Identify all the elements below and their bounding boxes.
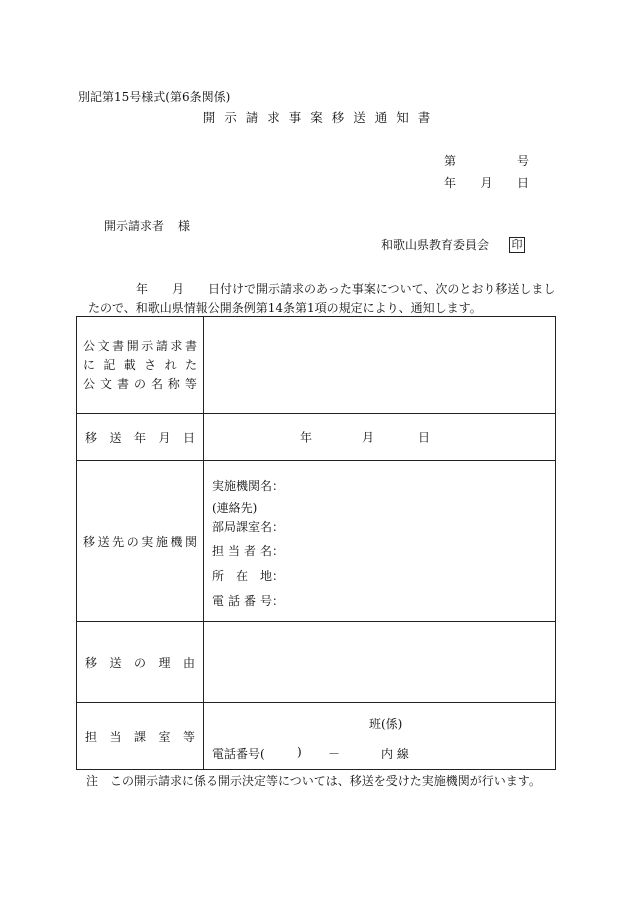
value-transfer-reason[interactable]	[204, 622, 556, 703]
body-text-line1: 日付けで開示請求のあった事案について、次のとおり移送しまし	[208, 282, 556, 296]
table-row-document-name	[77, 317, 556, 414]
label-line: に 記 載 さ れ た	[83, 357, 197, 372]
body-paragraph-line2: たので、和歌山県情報公開条例第14条第1項の規定により、通知します。	[88, 301, 482, 315]
document-title: 開示請求事案移送通知書	[202, 110, 440, 125]
body-year: 年	[136, 282, 149, 296]
addressee-honorific: 様	[178, 219, 191, 233]
transfer-date-day: 日	[418, 430, 431, 445]
contact-heading: (連絡先)	[212, 501, 258, 515]
table-row-destination-agency	[77, 461, 556, 622]
label-line: 公 文 書 の 名 称 等	[83, 376, 197, 391]
number-suffix: 号	[516, 154, 529, 168]
value-document-name[interactable]	[204, 317, 556, 414]
label-destination-agency: 移 送 先 の 実 施 機 関	[77, 461, 204, 622]
transfer-details-table	[76, 316, 556, 770]
table-row-responsible-section	[77, 703, 556, 770]
label-document-name	[77, 317, 204, 414]
seal-stamp: 印	[509, 237, 525, 253]
issue-date-day: 日	[516, 176, 529, 190]
value-responsible-section[interactable]	[204, 703, 556, 770]
form-number-label: 別記第15号様式(第6条関係)	[78, 90, 231, 104]
section-phone-paren: )	[297, 745, 302, 759]
label-transfer-date: 移 送 年 月 日	[77, 414, 204, 461]
issuer	[381, 236, 525, 253]
section-label: 班(係)	[369, 717, 403, 731]
transfer-date-month: 月	[362, 430, 375, 445]
address-field: 所 在 地 ：	[212, 569, 285, 583]
footnote-text: この開示請求に係る開示決定等については、移送を受けた実施機関が行います。	[110, 774, 541, 788]
value-transfer-date[interactable]	[204, 414, 556, 461]
document-number	[444, 152, 529, 169]
person-in-charge-field: 担 当 者 名 ：	[212, 544, 285, 558]
department-field: 部局課室名：	[212, 520, 285, 534]
issuer-name: 和歌山県教育委員会	[381, 238, 490, 252]
section-phone-label: 電話番号(	[212, 747, 265, 761]
label-line: 公 文 書 開 示 請 求 書	[83, 338, 197, 353]
table-row-transfer-reason	[77, 622, 556, 703]
issue-date	[444, 174, 529, 191]
section-extension-label: 内 線	[381, 747, 409, 761]
value-destination-agency[interactable]	[204, 461, 556, 622]
footnote-mark: 注	[86, 774, 99, 788]
issue-date-month: 月	[480, 176, 493, 190]
footnote	[86, 772, 541, 789]
addressee	[104, 217, 190, 234]
body-month: 月	[172, 282, 185, 296]
label-transfer-reason: 移 送 の 理 由	[77, 622, 204, 703]
label-responsible-section: 担 当 課 室 等	[77, 703, 204, 770]
addressee-label: 開示請求者	[104, 219, 165, 233]
transfer-date-year: 年	[300, 430, 313, 445]
phone-field: 電 話 番 号 ：	[212, 594, 285, 608]
issue-date-year: 年	[444, 176, 457, 190]
section-phone-dash: －	[328, 747, 341, 761]
table-row-transfer-date	[77, 414, 556, 461]
agency-name-field: 実施機関名：	[212, 479, 285, 493]
number-prefix: 第	[444, 154, 457, 168]
